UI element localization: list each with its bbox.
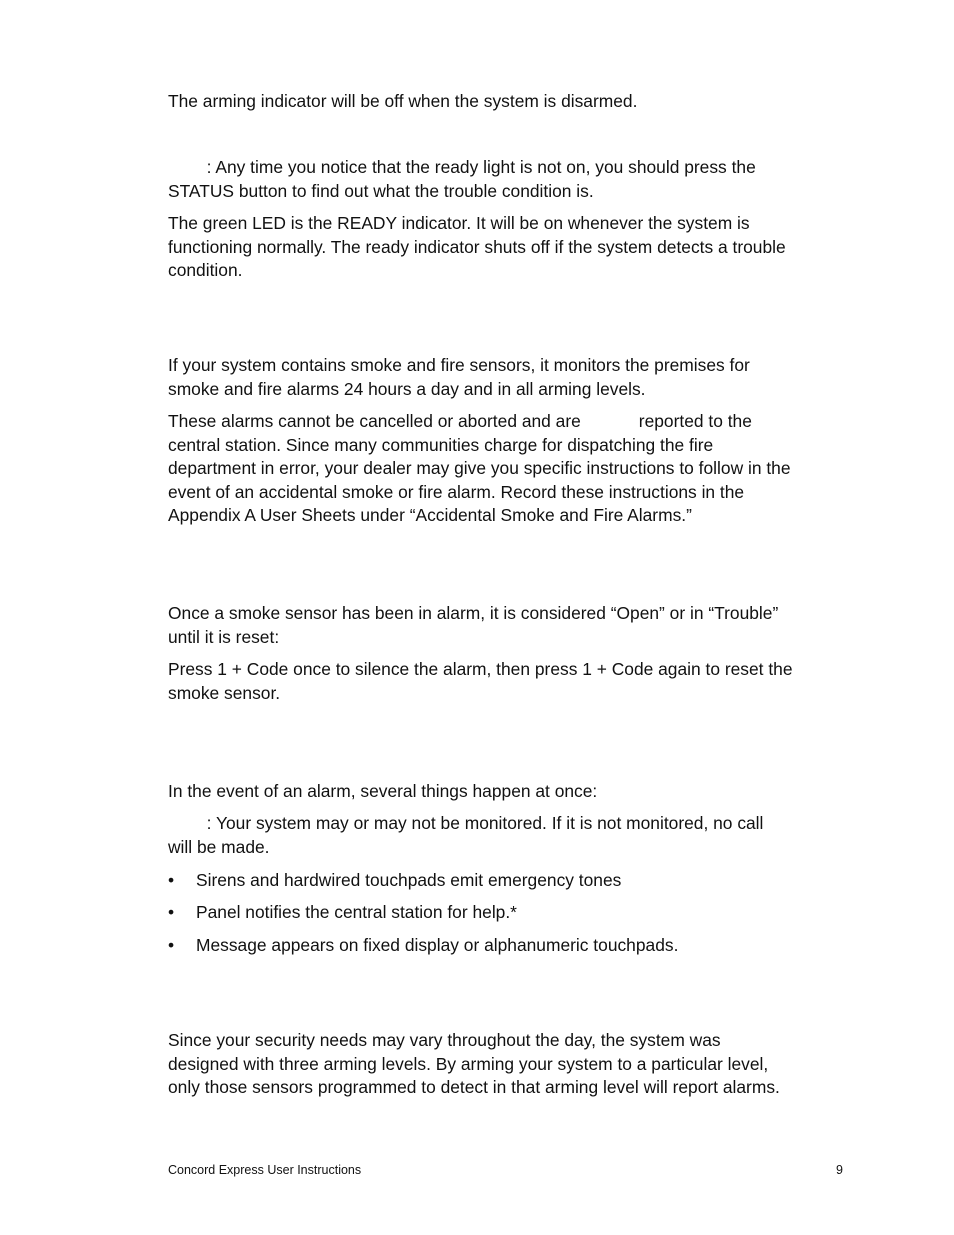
green-led-paragraph bbox=[168, 212, 858, 283]
alarms-reported-paragraph bbox=[168, 410, 858, 528]
press-code-paragraph bbox=[168, 658, 858, 705]
list-item-text: Message appears on fixed display or alphanumeric touchpads. bbox=[196, 935, 679, 955]
text-line: condition. bbox=[168, 260, 243, 280]
list-item-text: Sirens and hardwired touchpads emit emergency tones bbox=[196, 870, 622, 890]
arming-indicator-text bbox=[168, 90, 858, 114]
footer-title: Concord Express User Instructions bbox=[168, 1163, 362, 1177]
text-line: smoke and fire alarms 24 hours a day and in all arming levels. bbox=[168, 378, 646, 399]
text-line: : Your system may or may not be monitored. If it is not monitored, no call bbox=[168, 813, 764, 833]
text-line: will be made. bbox=[168, 836, 270, 857]
text-line: Appendix A User Sheets under “Accidental Smoke and Fire Alarms.” bbox=[168, 505, 692, 525]
text-line: Press 1 + Code once to silence the alarm, then press 1 + Code again to reset the bbox=[168, 659, 793, 679]
page-number: 9 bbox=[836, 1163, 843, 1177]
text-line: only those sensors programmed to detect in that arming level will report alarms. bbox=[168, 1077, 780, 1097]
bullet-icon: • bbox=[168, 935, 175, 955]
text-line: In the event of an alarm, several things happen at once: bbox=[168, 781, 598, 801]
smoke-fire-paragraph bbox=[168, 354, 858, 401]
arming-levels-paragraph bbox=[168, 1029, 858, 1100]
text-line: If your system contains smoke and fire sensors, it monitors the premises for bbox=[168, 355, 750, 375]
text-line: These alarms cannot be cancelled or aborted and are reported to the bbox=[168, 411, 752, 431]
text-line: The green LED is the READY indicator. It will be on whenever the system is bbox=[168, 213, 750, 233]
text-line: functioning normally. The ready indicator shuts off if the system detects a trouble bbox=[168, 236, 786, 257]
text-line: Once a smoke sensor has been in alarm, it is considered “Open” or in “Trouble” bbox=[168, 603, 779, 623]
text-line: STATUS button to find out what the trouble condition is. bbox=[168, 180, 594, 201]
text-line: Since your security needs may vary throughout the day, the system was bbox=[168, 1030, 721, 1050]
text-line: smoke sensor. bbox=[168, 682, 281, 703]
text-line: : Any time you notice that the ready light is not on, you should press the bbox=[168, 157, 756, 177]
text-line: until it is reset: bbox=[168, 626, 280, 647]
event-alarm-text bbox=[168, 780, 858, 804]
text-line: designed with three arming levels. By arming your system to a particular level, bbox=[168, 1053, 769, 1074]
bullet-icon: • bbox=[168, 902, 175, 922]
text-line: event of an accidental smoke or fire alarm. Record these instructions in the bbox=[168, 481, 745, 502]
bullet-icon: • bbox=[168, 870, 175, 890]
monitored-note bbox=[168, 812, 858, 859]
text-line: The arming indicator will be off when the system is disarmed. bbox=[168, 91, 638, 111]
text-line: central station. Since many communities charge for dispatching the fire bbox=[168, 434, 714, 455]
text-line: department in error, your dealer may give you specific instructions to follow in the bbox=[168, 458, 791, 478]
ready-light-note bbox=[168, 156, 858, 203]
smoke-reset-paragraph bbox=[168, 602, 858, 649]
list-item-text: Panel notifies the central station for help.* bbox=[196, 902, 517, 922]
